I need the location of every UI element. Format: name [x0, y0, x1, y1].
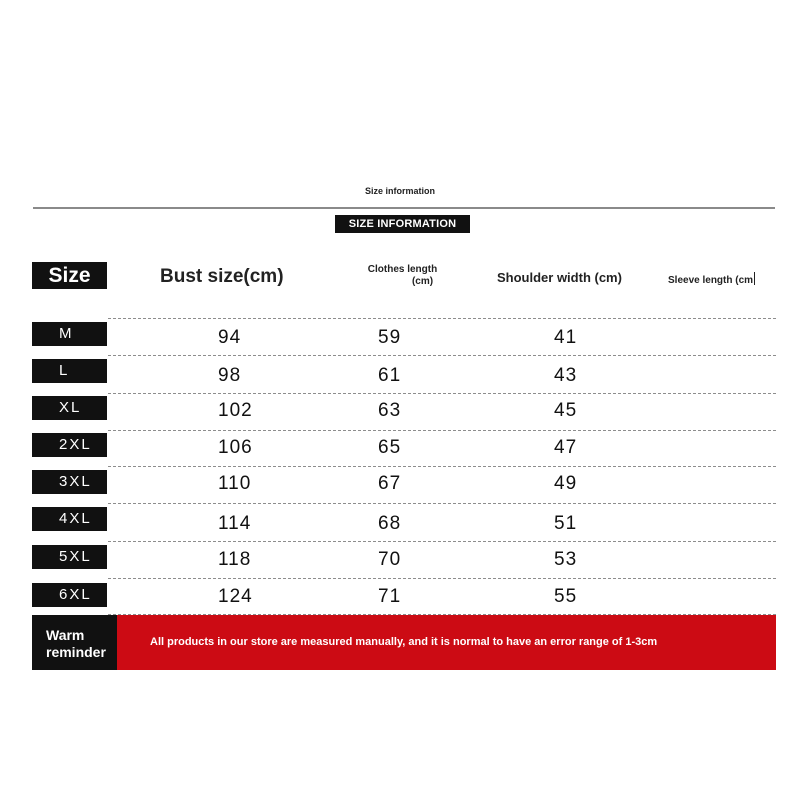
size-label: 4XL [59, 510, 92, 527]
sleeve-length-column-header: Sleeve length (cm [668, 272, 755, 286]
row-divider [108, 393, 776, 394]
bust-value: 106 [218, 437, 253, 458]
shoulder-value: 45 [554, 400, 578, 421]
length-value: 70 [378, 549, 402, 570]
size-label-cell [32, 396, 107, 420]
size-label-cell [32, 359, 107, 383]
warm-reminder-line1: Warm [46, 627, 85, 643]
clothes-length-header-line1: Clothes length [367, 264, 438, 275]
length-value: 68 [378, 513, 402, 534]
top-divider [33, 207, 775, 209]
bust-value: 118 [218, 549, 252, 570]
size-info-title-badge: SIZE INFORMATION [335, 215, 470, 233]
shoulder-value: 49 [554, 473, 578, 494]
clothes-length-header-unit: (cm) [411, 276, 434, 287]
size-label-cell [32, 322, 107, 346]
shoulder-value: 55 [554, 586, 578, 607]
bust-column-header: Bust size(cm) [160, 266, 284, 287]
size-label-cell [32, 545, 107, 569]
bust-value: 124 [218, 586, 253, 607]
shoulder-value: 53 [554, 549, 578, 570]
size-column-header: Size [32, 262, 107, 289]
size-label: 2XL [59, 436, 92, 453]
size-label-cell [32, 583, 107, 607]
size-label: M [59, 325, 74, 342]
shoulder-value: 47 [554, 437, 578, 458]
shoulder-width-column-header: Shoulder width (cm) [497, 270, 622, 285]
size-label-cell [32, 433, 107, 457]
bust-value: 98 [218, 365, 242, 386]
length-value: 63 [378, 400, 402, 421]
row-divider [108, 578, 776, 579]
bust-value: 110 [218, 473, 252, 494]
length-value: 71 [378, 586, 402, 607]
row-divider [108, 318, 776, 319]
row-divider [108, 503, 776, 504]
bust-value: 94 [218, 327, 242, 348]
size-label: 6XL [59, 586, 92, 603]
size-label-cell [32, 507, 107, 531]
row-divider [108, 466, 776, 467]
clothes-length-column-header [355, 264, 450, 288]
bust-value: 102 [218, 400, 253, 421]
length-value: 65 [378, 437, 402, 458]
size-label: 5XL [59, 548, 92, 565]
size-label: L [59, 362, 70, 379]
warm-reminder-line2: reminder [46, 644, 106, 660]
shoulder-value: 41 [554, 327, 578, 348]
size-label: XL [59, 399, 82, 416]
measurement-disclaimer: All products in our store are measured manually, and it is normal to have an error range of 1-3cm [117, 615, 776, 670]
row-divider [108, 430, 776, 431]
shoulder-value: 51 [554, 513, 578, 534]
row-divider [108, 541, 776, 542]
row-divider [108, 355, 776, 356]
bust-value: 114 [218, 513, 252, 534]
length-value: 59 [378, 327, 402, 348]
size-info-caption: Size information [364, 186, 435, 196]
length-value: 67 [378, 473, 402, 494]
size-label-cell [32, 470, 107, 494]
shoulder-value: 43 [554, 365, 578, 386]
length-value: 61 [378, 365, 402, 386]
warm-reminder-label [32, 615, 117, 670]
size-label: 3XL [59, 473, 92, 490]
